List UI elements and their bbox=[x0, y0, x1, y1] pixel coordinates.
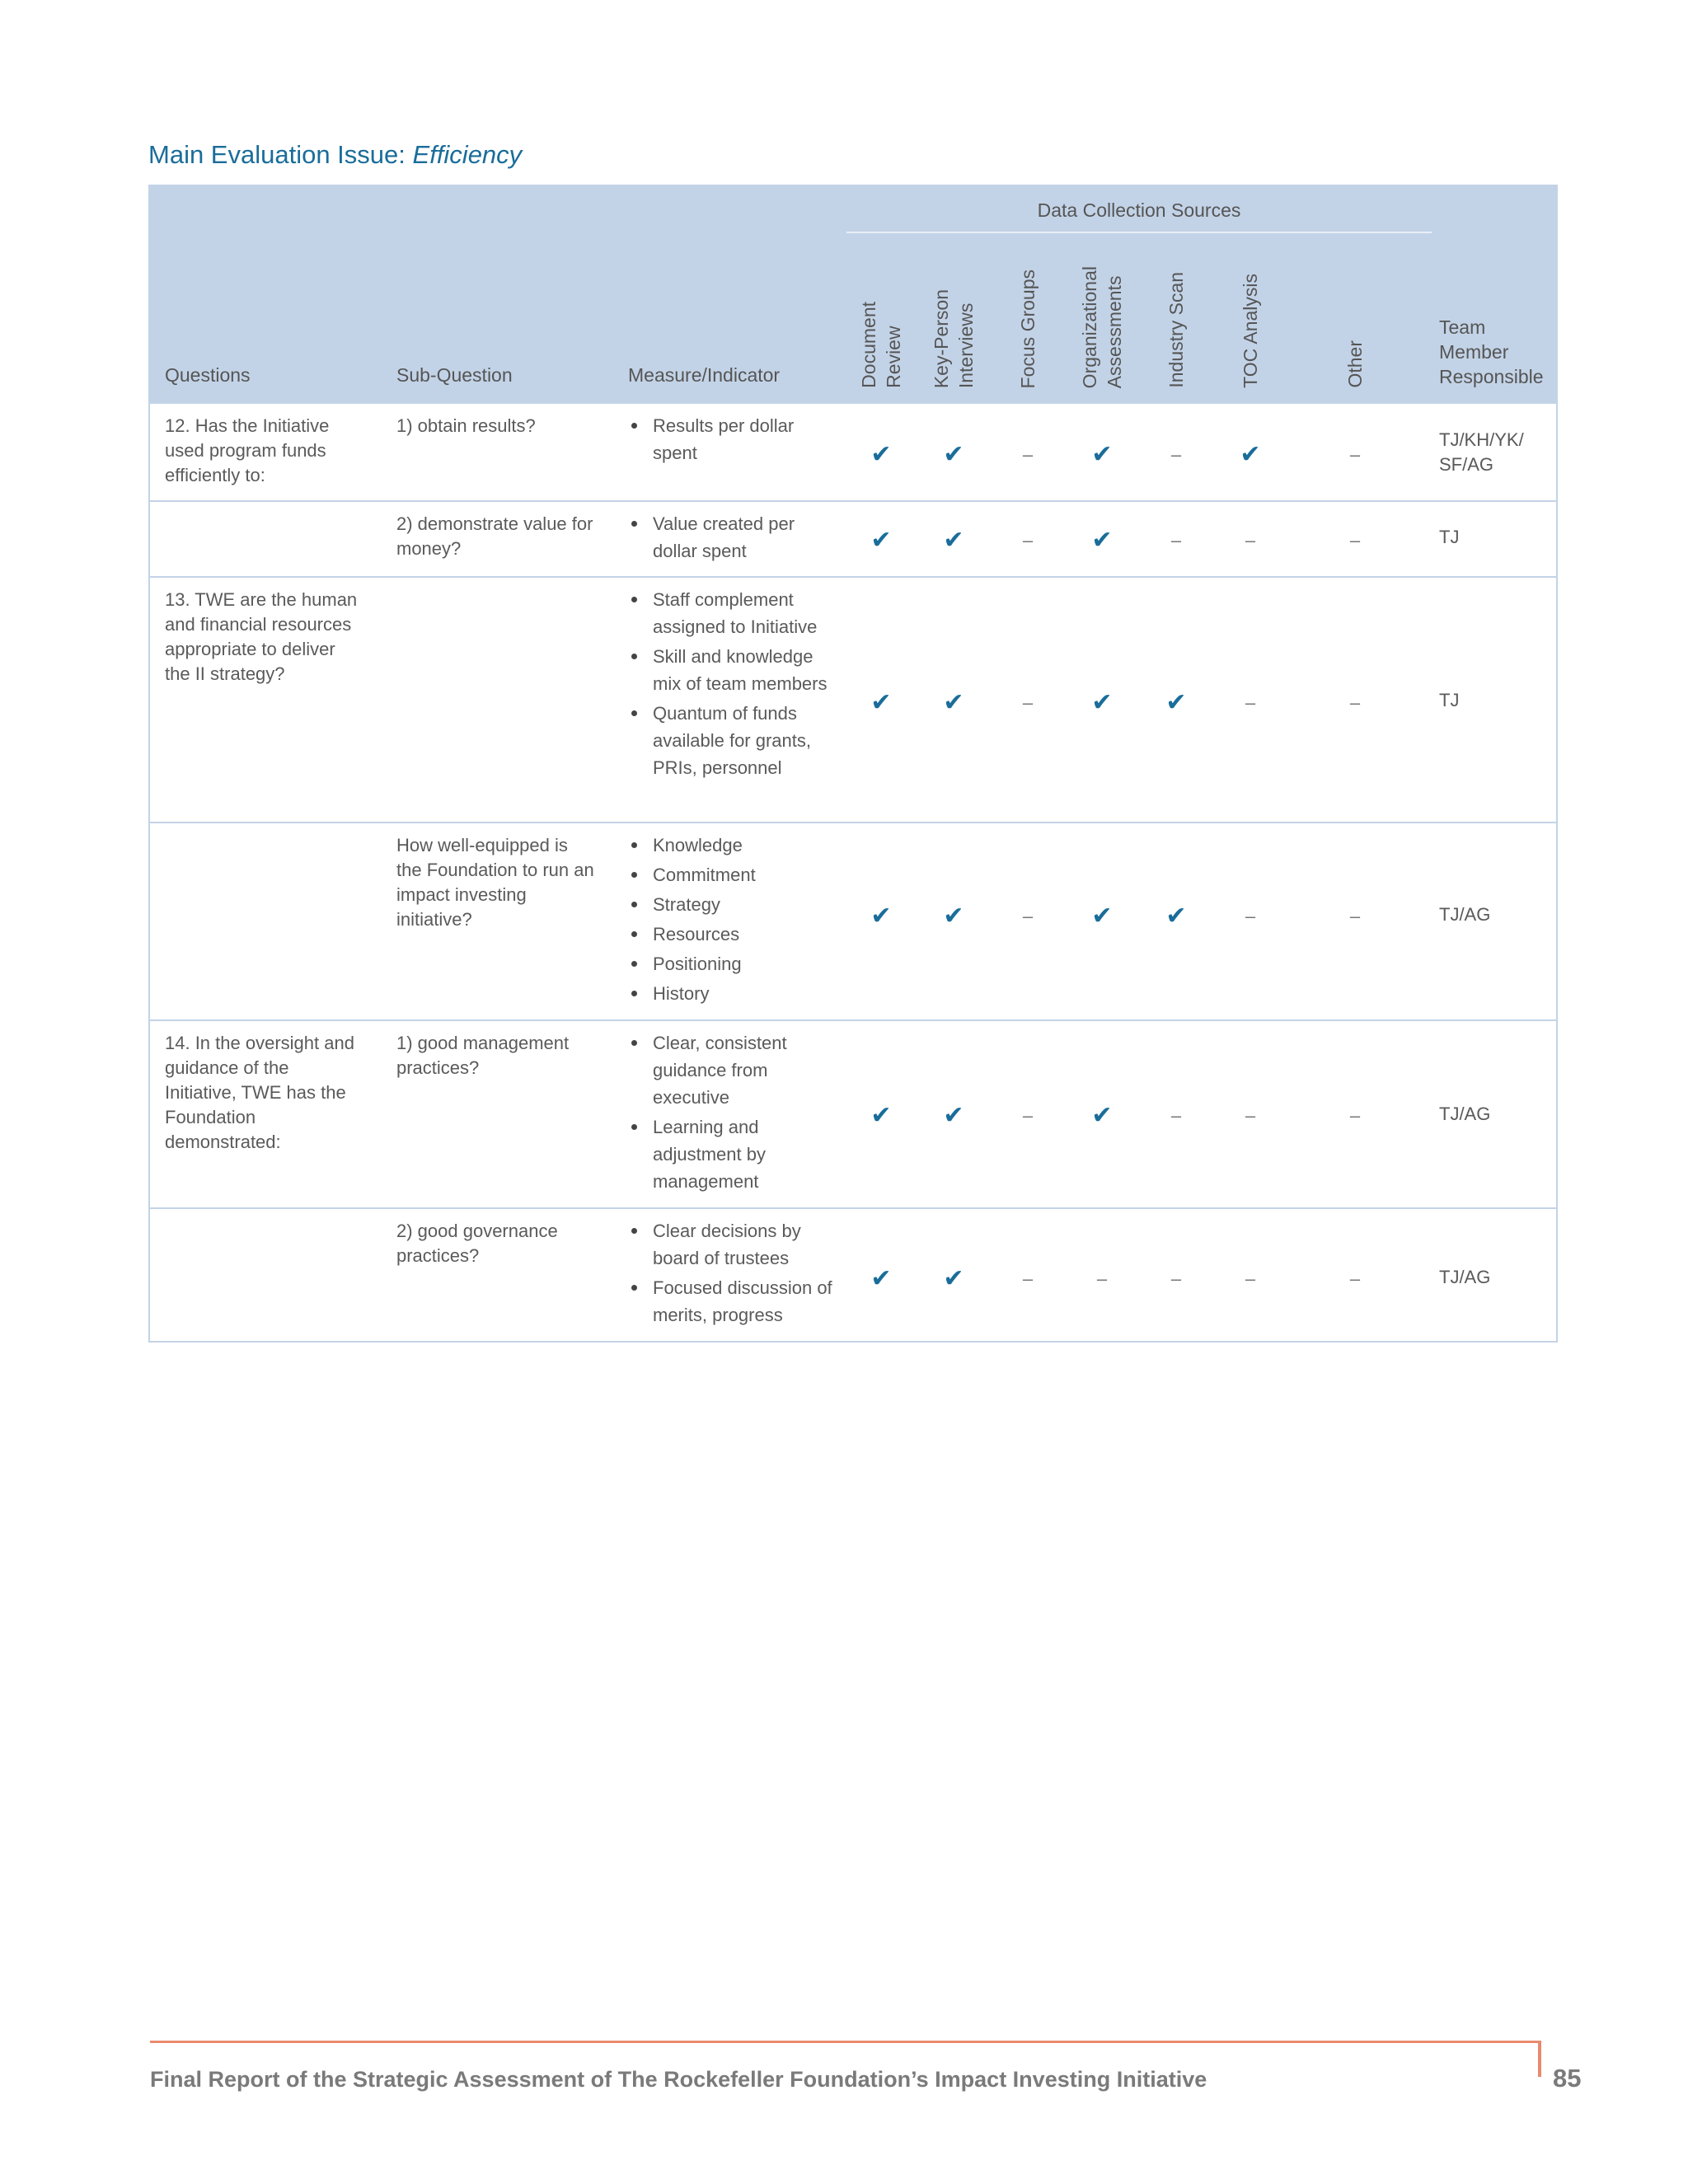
team-cell: TJ bbox=[1439, 527, 1460, 547]
source-label-line2: Interviews bbox=[955, 302, 977, 388]
measure-item: History bbox=[628, 980, 842, 1007]
source-label-line1: TOC Analysis bbox=[1240, 274, 1261, 388]
group-header-divider bbox=[846, 232, 1432, 233]
source-label-line1: Other bbox=[1344, 340, 1366, 388]
header-measure: Measure/Indicator bbox=[628, 364, 781, 386]
sub-question-cell: How well-equipped is the Foundation to run an impact investing initiative? bbox=[396, 835, 594, 930]
measure-item: Knowledge bbox=[628, 832, 842, 859]
checkmark-icon: ✔ bbox=[870, 902, 892, 930]
measure-item: Skill and knowledge mix of team members bbox=[628, 643, 842, 697]
team-cell: TJ/AG bbox=[1439, 1104, 1491, 1124]
sub-question-cell: 1) obtain results? bbox=[396, 415, 536, 436]
source-label bbox=[856, 302, 906, 388]
checkmark-icon: ✔ bbox=[943, 527, 964, 554]
source-label bbox=[929, 289, 978, 388]
checkmark-icon: ✔ bbox=[1091, 527, 1113, 554]
dash-mark: – bbox=[1245, 530, 1256, 551]
checkmark-icon: ✔ bbox=[943, 689, 964, 716]
table-header bbox=[150, 186, 1556, 402]
checkmark-icon: ✔ bbox=[1091, 441, 1113, 468]
dash-mark: – bbox=[1349, 530, 1361, 551]
header-team bbox=[1439, 315, 1544, 389]
dash-mark: – bbox=[1022, 444, 1034, 465]
measure-item: Resources bbox=[628, 921, 842, 948]
measure-list bbox=[628, 412, 842, 469]
checkmark-icon: ✔ bbox=[1091, 689, 1113, 716]
measure-list bbox=[628, 586, 842, 784]
heading-prefix: Main Evaluation Issue: bbox=[148, 140, 413, 169]
table-row bbox=[150, 822, 1556, 1019]
page-number: 85 bbox=[1553, 2064, 1582, 2093]
table-row bbox=[150, 1019, 1556, 1207]
dash-mark: – bbox=[1349, 444, 1361, 465]
header-sub-question: Sub-Question bbox=[396, 364, 513, 386]
heading-emphasis: Efficiency bbox=[412, 140, 523, 169]
checkmark-icon: ✔ bbox=[870, 527, 892, 554]
data-sources-group-header: Data Collection Sources bbox=[1037, 199, 1241, 221]
measure-item: Staff complement assigned to Initiative bbox=[628, 586, 842, 640]
header-source-6 bbox=[1322, 244, 1388, 388]
checkmark-icon: ✔ bbox=[1165, 902, 1187, 930]
header-questions: Questions bbox=[165, 364, 251, 386]
evaluation-table bbox=[148, 185, 1558, 1343]
dash-mark: – bbox=[1245, 1268, 1256, 1289]
dash-mark: – bbox=[1349, 1268, 1361, 1289]
checkmark-icon: ✔ bbox=[1091, 902, 1113, 930]
sub-question-cell: 2) demonstrate value for money? bbox=[396, 513, 593, 559]
source-label-line1: Organizational bbox=[1079, 265, 1100, 388]
table-row bbox=[150, 1207, 1556, 1341]
table-row bbox=[150, 402, 1556, 500]
dash-mark: – bbox=[1349, 1105, 1361, 1126]
checkmark-icon: ✔ bbox=[943, 902, 964, 930]
measure-item: Positioning bbox=[628, 950, 842, 977]
measure-item: Strategy bbox=[628, 891, 842, 918]
checkmark-icon: ✔ bbox=[1165, 689, 1187, 716]
source-label bbox=[1077, 266, 1127, 388]
dash-mark: – bbox=[1170, 1268, 1182, 1289]
checkmark-icon: ✔ bbox=[943, 441, 964, 468]
checkmark-icon: ✔ bbox=[1091, 1102, 1113, 1129]
team-cell: TJ/KH/YK/ SF/AG bbox=[1439, 429, 1524, 475]
measure-item: Quantum of funds available for grants, PRIs, personnel bbox=[628, 700, 842, 781]
header-team-line1: Team bbox=[1439, 316, 1486, 338]
measure-item: Results per dollar spent bbox=[628, 412, 842, 466]
footer-rule-tick bbox=[1538, 2041, 1541, 2077]
header-team-line2: Member bbox=[1439, 341, 1509, 363]
footer-title: Final Report of the Strategic Assessment of The Rockefeller Foundation’s Impact Investing Initiative bbox=[150, 2067, 1207, 2092]
measure-item: Focused discussion of merits, progress bbox=[628, 1274, 842, 1329]
header-team-line3: Responsible bbox=[1439, 366, 1544, 387]
table-row bbox=[150, 576, 1556, 822]
question-cell: 12. Has the Initiative used program funds efficiently to: bbox=[165, 415, 330, 485]
header-source-5 bbox=[1217, 244, 1283, 388]
source-label-line1: Document bbox=[858, 302, 879, 388]
sub-question-cell: 1) good management practices? bbox=[396, 1033, 570, 1078]
header-source-3 bbox=[1069, 244, 1135, 388]
dash-mark: – bbox=[1022, 1268, 1034, 1289]
checkmark-icon: ✔ bbox=[870, 441, 892, 468]
source-label bbox=[1238, 274, 1263, 388]
header-source-0 bbox=[848, 244, 914, 388]
header-source-1 bbox=[921, 244, 987, 388]
source-label bbox=[1164, 272, 1189, 388]
checkmark-icon: ✔ bbox=[870, 1102, 892, 1129]
header-source-4 bbox=[1143, 244, 1209, 388]
checkmark-icon: ✔ bbox=[870, 689, 892, 716]
dash-mark: – bbox=[1170, 1105, 1182, 1126]
measure-list bbox=[628, 510, 842, 567]
measure-list bbox=[628, 832, 842, 1010]
dash-mark: – bbox=[1245, 692, 1256, 713]
dash-mark: – bbox=[1245, 1105, 1256, 1126]
measure-item: Clear, consistent guidance from executive bbox=[628, 1029, 842, 1111]
measure-item: Commitment bbox=[628, 861, 842, 888]
measure-item: Value created per dollar spent bbox=[628, 510, 842, 565]
section-heading bbox=[148, 140, 522, 170]
team-cell: TJ bbox=[1439, 690, 1460, 710]
footer-rule bbox=[150, 2041, 1541, 2043]
source-label bbox=[1343, 340, 1367, 388]
source-label-line2: Review bbox=[883, 326, 904, 388]
dash-mark: – bbox=[1170, 530, 1182, 551]
source-label-line1: Focus Groups bbox=[1017, 269, 1039, 388]
source-label-line1: Industry Scan bbox=[1165, 272, 1187, 388]
source-label-line1: Key-Person bbox=[931, 288, 952, 388]
team-cell: TJ/AG bbox=[1439, 1267, 1491, 1287]
question-cell: 14. In the oversight and guidance of the Initiative, TWE has the Foundation demonstrated: bbox=[165, 1033, 354, 1152]
checkmark-icon: ✔ bbox=[943, 1265, 964, 1292]
dash-mark: – bbox=[1349, 692, 1361, 713]
question-cell: 13. TWE are the human and financial resources appropriate to deliver the II strategy? bbox=[165, 589, 358, 684]
source-label-line2: Assessments bbox=[1104, 275, 1125, 388]
dash-mark: – bbox=[1096, 1268, 1108, 1289]
dash-mark: – bbox=[1022, 692, 1034, 713]
dash-mark: – bbox=[1245, 906, 1256, 926]
checkmark-icon: ✔ bbox=[870, 1265, 892, 1292]
dash-mark: – bbox=[1022, 906, 1034, 926]
checkmark-icon: ✔ bbox=[943, 1102, 964, 1129]
source-label bbox=[1015, 269, 1040, 388]
header-source-2 bbox=[995, 244, 1061, 388]
sub-question-cell: 2) good governance practices? bbox=[396, 1221, 558, 1266]
checkmark-icon: ✔ bbox=[1240, 441, 1261, 468]
measure-item: Clear decisions by board of trustees bbox=[628, 1217, 842, 1272]
measure-list bbox=[628, 1217, 842, 1331]
dash-mark: – bbox=[1022, 1105, 1034, 1126]
measure-item: Learning and adjustment by management bbox=[628, 1113, 842, 1195]
dash-mark: – bbox=[1022, 530, 1034, 551]
dash-mark: – bbox=[1349, 906, 1361, 926]
team-cell: TJ/AG bbox=[1439, 904, 1491, 925]
table-row bbox=[150, 500, 1556, 576]
dash-mark: – bbox=[1170, 444, 1182, 465]
measure-list bbox=[628, 1029, 842, 1197]
